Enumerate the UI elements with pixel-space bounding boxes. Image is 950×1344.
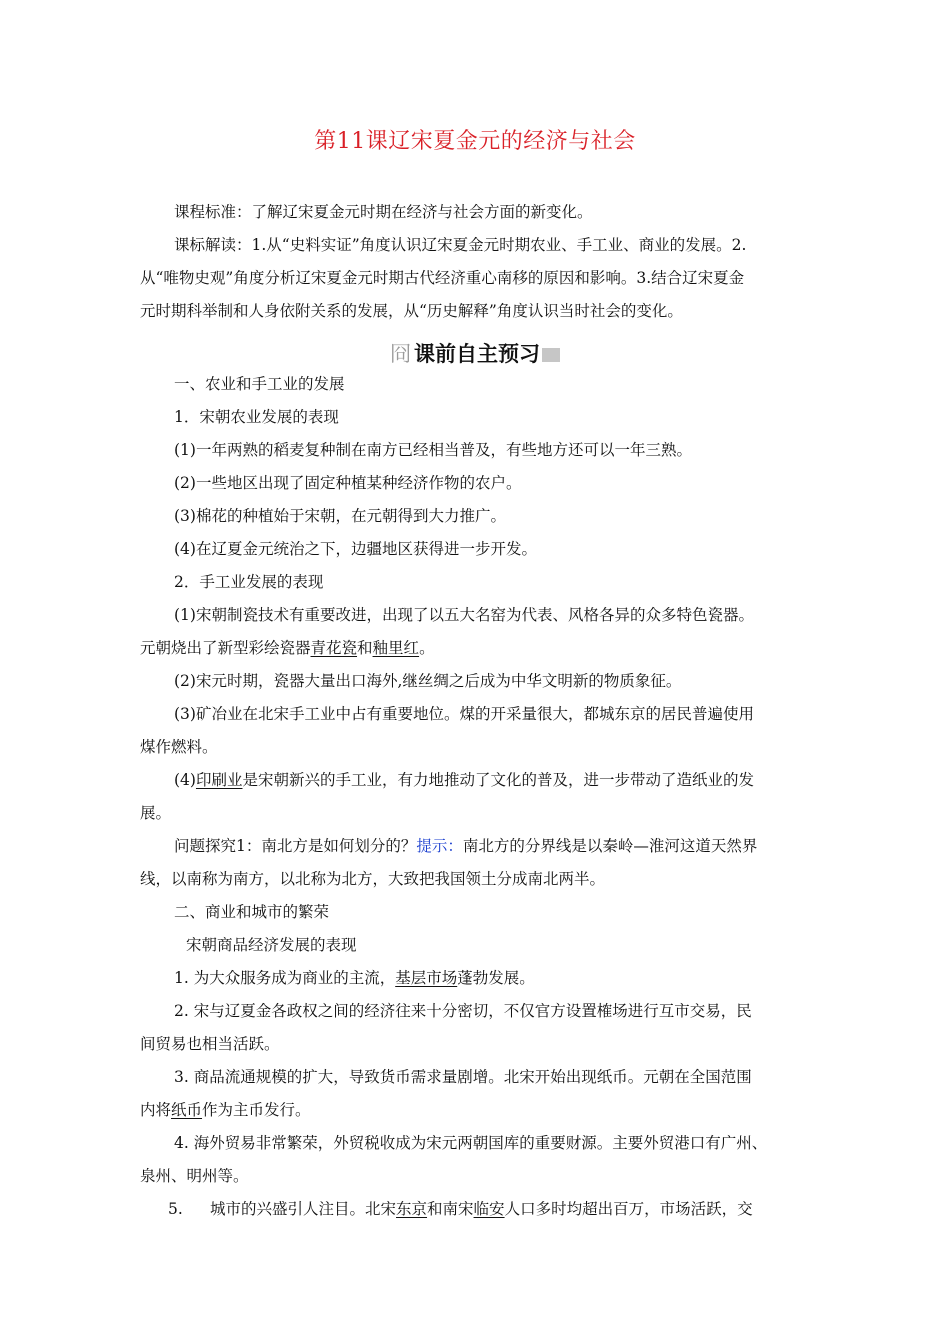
underlined-term: 东京: [396, 1200, 428, 1218]
commerce-item-4-line-2: 泉州、明州等。: [140, 1167, 249, 1185]
part1-sub1: 1．宋朝农业发展的表现: [174, 408, 339, 426]
section-title: 课前自主预习: [414, 342, 540, 366]
section-box-icon: [542, 348, 560, 362]
question-line-1: [140, 830, 820, 863]
craft-item-3-line-2: 煤作燃料。: [140, 738, 218, 756]
agri-item-4: (4)在辽夏金元统治之下，边疆地区获得进一步开发。: [174, 540, 537, 558]
craft-text: 元朝烧出了新型彩绘瓷器: [140, 639, 311, 657]
commerce-text: 蓬勃发展。: [457, 969, 535, 987]
craft-item-1-line-2: [140, 632, 820, 665]
craft-item-4-line-2: 展。: [140, 804, 172, 822]
part1-sub2: 2．手工业发展的表现: [174, 573, 324, 591]
commerce-text: 人口多时均超出百万，市场活跃，交: [504, 1200, 753, 1218]
underlined-term: 印刷业: [195, 771, 243, 789]
part2-sub: 宋朝商品经济发展的表现: [186, 936, 357, 954]
craft-text: 。: [419, 639, 435, 657]
underlined-term: 釉里红: [372, 639, 420, 657]
underlined-term: 青花瓷: [310, 639, 358, 657]
question-line-2: 线，以南称为南方，以北称为北方，大致把我国领土分成南北两半。: [140, 870, 606, 888]
part2-heading: 二、商业和城市的繁荣: [174, 903, 330, 921]
standard-text: 了解辽宋夏金元时期在经济与社会方面的新变化。: [251, 203, 593, 221]
commerce-text: 城市的兴盛引人注目。北宋: [210, 1200, 397, 1218]
hint-label: 提示：: [416, 837, 463, 855]
craft-item-1-line-1: (1)宋朝制瓷技术有重要改进，出现了以五大名窑为代表、风格各异的众多特色瓷器。: [174, 606, 754, 624]
standard-label: 课程标准：: [174, 203, 252, 221]
part-2: [140, 896, 820, 1226]
agri-item-3: (3)棉花的种植始于宋朝，在元朝得到大力推广。: [174, 507, 506, 525]
commerce-item-3-line-2: [140, 1094, 820, 1127]
craft-item-4-line-1: [140, 764, 820, 797]
interpret-line-1: 课标解读：1.从“史料实证”角度认识辽宋夏金元时期农业、手工业、商业的发展。2.: [174, 236, 747, 254]
question-label: 问题探究1：南北方是如何划分的？: [174, 837, 417, 855]
commerce-text: 1. 为大众服务成为商业的主流，: [174, 969, 396, 987]
commerce-text: 作为主币发行。: [202, 1101, 311, 1119]
commerce-item-3-line-1: 3. 商品流通规模的扩大，导致货币需求量剧增。北宋开始出现纸币。元朝在全国范围: [174, 1068, 752, 1086]
craft-item-3-line-1: (3)矿冶业在北宋手工业中占有重要地位。煤的开采量很大，都城东京的居民普遍使用: [174, 705, 754, 723]
section-deco-icon: 冏: [390, 342, 411, 366]
commerce-item-1: [140, 962, 820, 995]
item-number: 5.: [168, 1200, 183, 1218]
craft-text: (4): [174, 771, 196, 789]
section-heading: [0, 338, 950, 368]
craft-text: 是宋朝新兴的手工业，有力地推动了文化的普及，进一步带动了造纸业的发: [242, 771, 754, 789]
part1-heading: 一、农业和手工业的发展: [174, 375, 345, 393]
interpret-line-3: 元时期科举制和人身依附关系的发展，从“历史解释”角度认识当时社会的变化。: [140, 302, 683, 320]
agri-item-2: (2)一些地区出现了固定种植某种经济作物的农户。: [174, 474, 522, 492]
commerce-item-4-line-1: 4. 海外贸易非常繁荣，外贸税收成为宋元两朝国库的重要财源。主要外贸港口有广州、: [174, 1134, 768, 1152]
underlined-term: 纸币: [171, 1101, 203, 1119]
commerce-text: 内将: [140, 1101, 172, 1119]
underlined-term: 临安: [473, 1200, 505, 1218]
part-1: [140, 368, 820, 896]
craft-item-2: (2)宋元时期，瓷器大量出口海外,继丝绸之后成为中华文明新的物质象征。: [174, 672, 682, 690]
standard-interpretation: [140, 229, 820, 328]
course-standard: [140, 196, 820, 229]
standard-line: [140, 196, 820, 229]
commerce-text: 和南宋: [427, 1200, 474, 1218]
commerce-item-5: [140, 1193, 820, 1226]
interpret-line-2: 从“唯物史观”角度分析辽宋夏金元时期古代经济重心南移的原因和影响。3.结合辽宋夏金: [140, 269, 745, 287]
lesson-title: 第11课辽宋夏金元的经济与社会: [314, 129, 636, 154]
commerce-item-2-line-1: 2. 宋与辽夏金各政权之间的经济往来十分密切，不仅官方设置榷场进行互市交易，民: [174, 1002, 752, 1020]
answer-text: 南北方的分界线是以秦岭—淮河这道天然界: [462, 837, 758, 855]
underlined-term: 基层市场: [395, 969, 458, 987]
agri-item-1: (1)一年两熟的稻麦复种制在南方已经相当普及，有些地方还可以一年三熟。: [174, 441, 692, 459]
commerce-item-2-line-2: 间贸易也相当活跃。: [140, 1035, 280, 1053]
craft-text: 和: [357, 639, 373, 657]
